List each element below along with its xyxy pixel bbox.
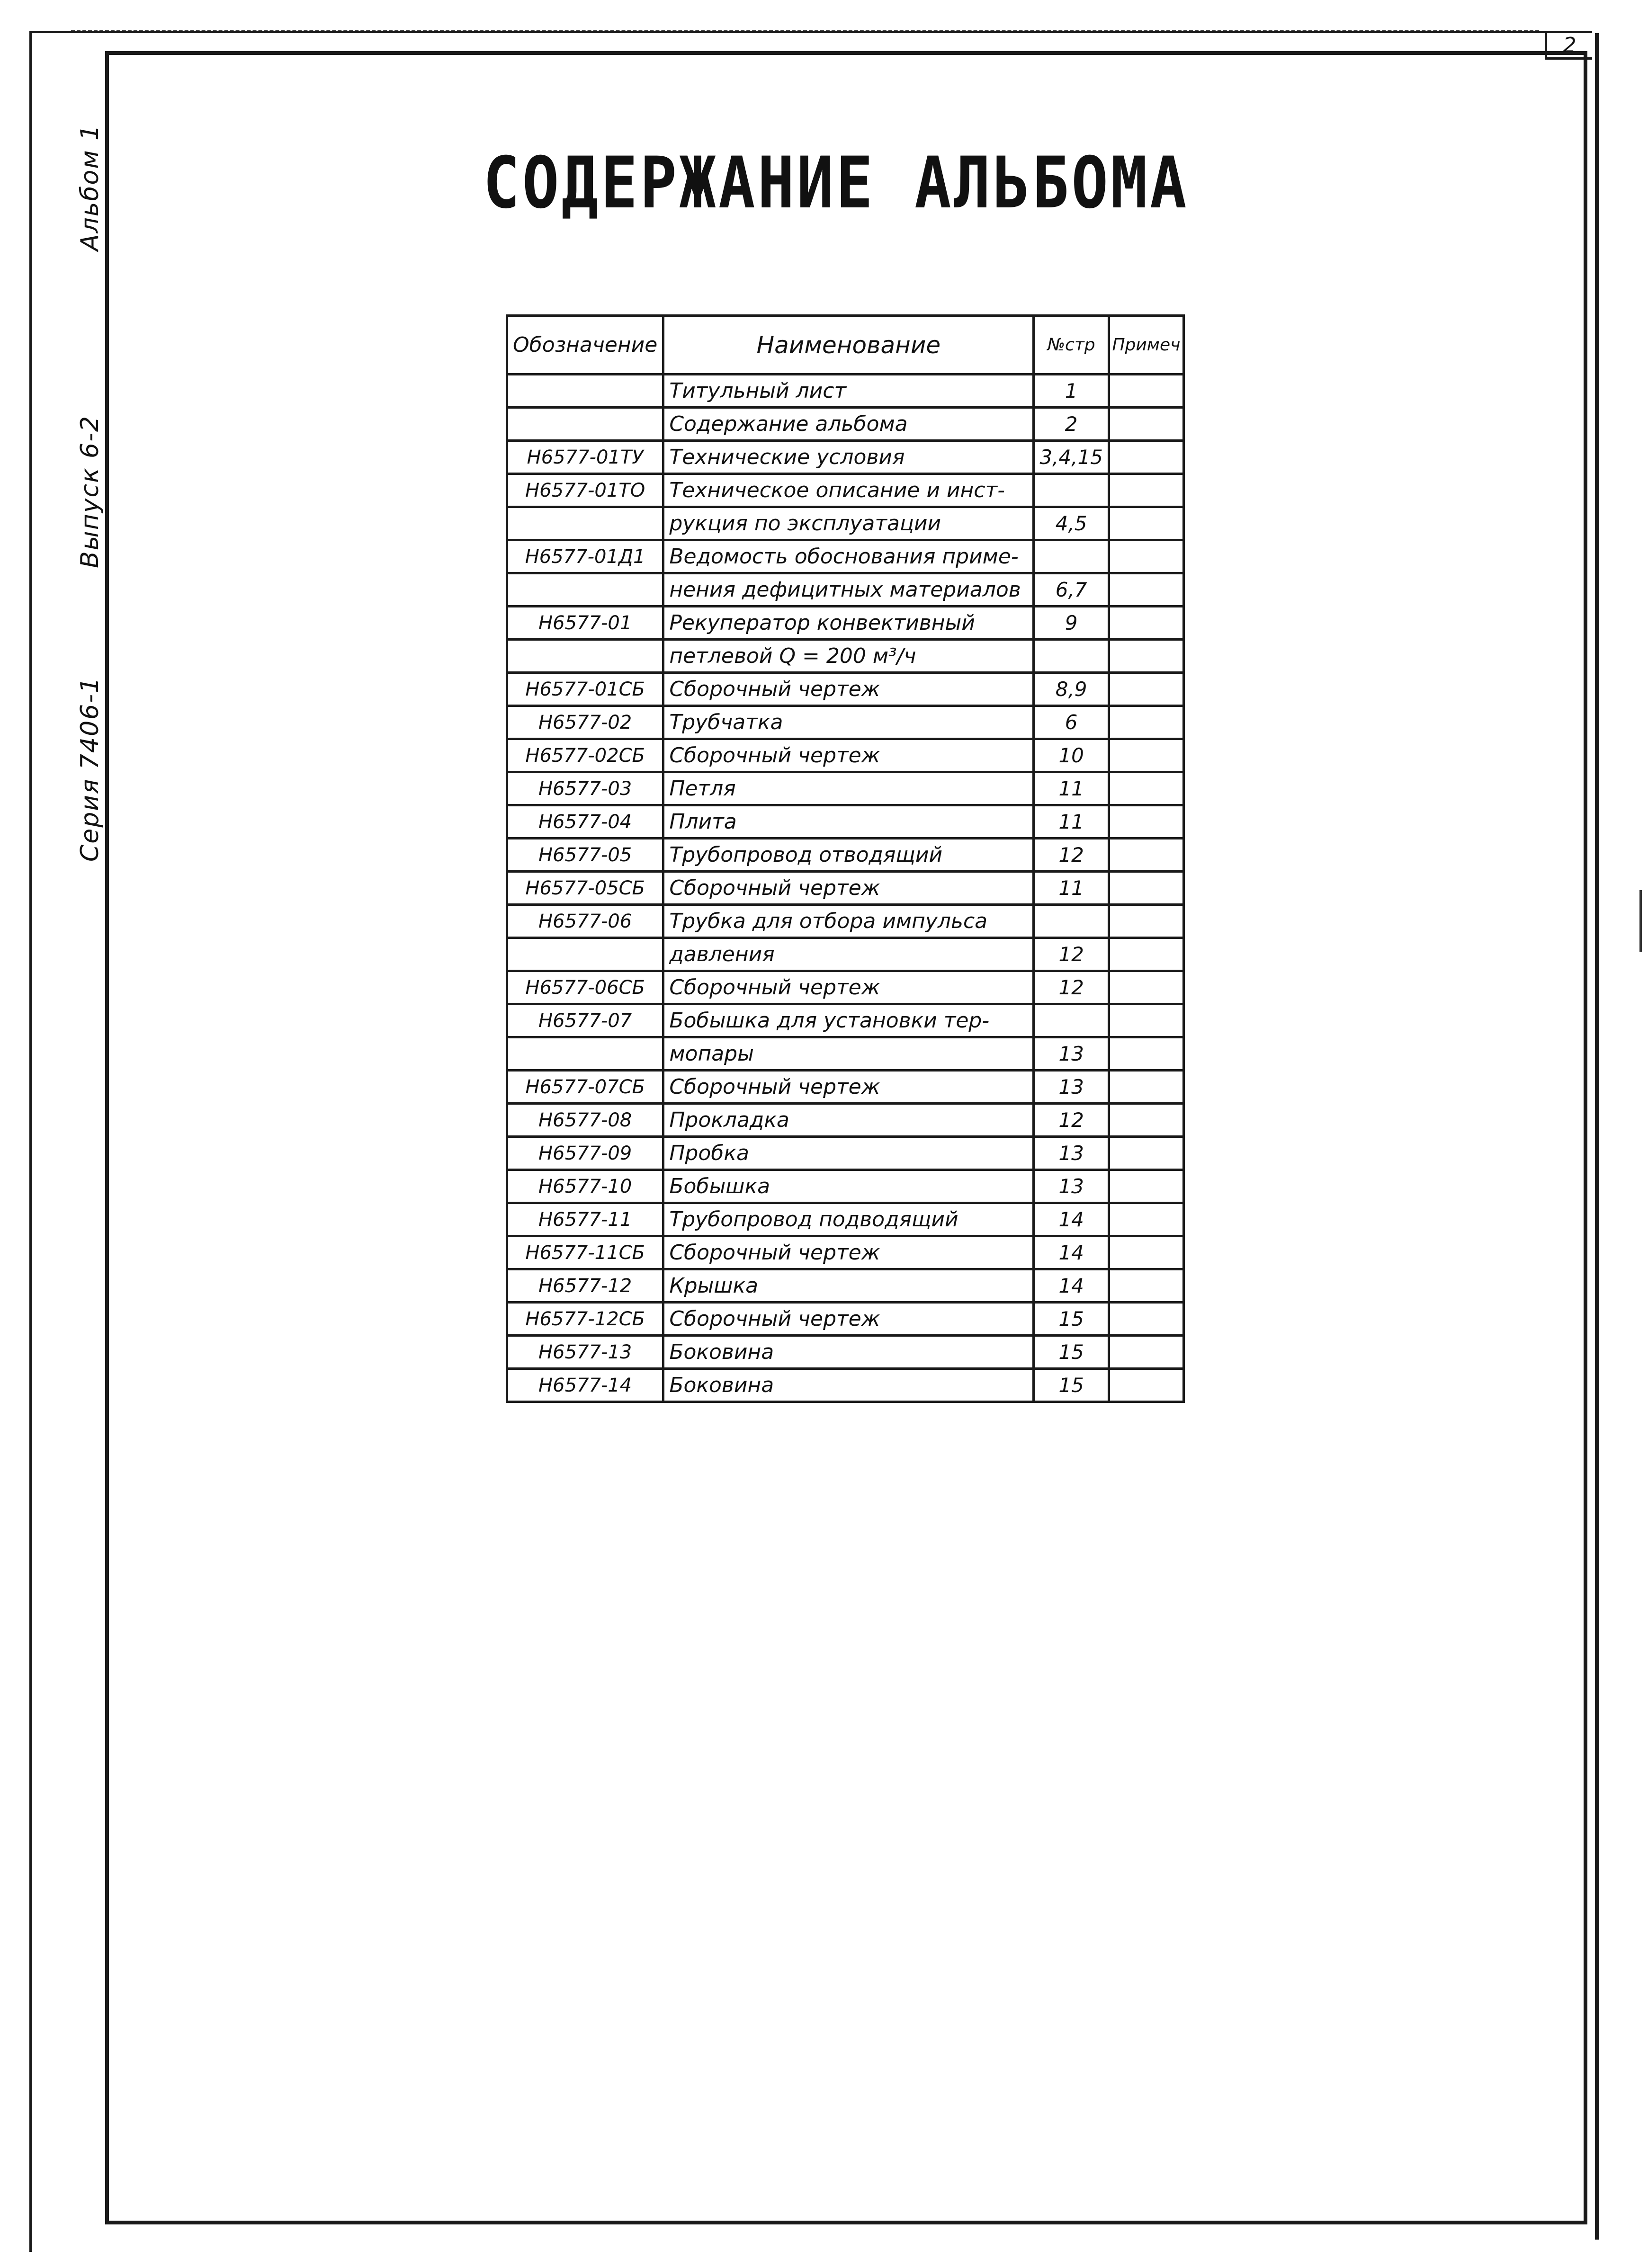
album-label: Альбом 1 [76,124,104,251]
table-row [507,1004,1184,1037]
row-designation [507,375,663,408]
table-row [507,408,1184,441]
row-note [1109,1236,1183,1269]
row-name: Сборочный чертеж [663,673,1034,706]
sheet-number: 2 [1563,33,1576,57]
row-designation [507,408,663,441]
row-note [1109,607,1183,640]
row-page: 15 [1034,1336,1109,1369]
row-page: 1 [1034,375,1109,408]
table-row [507,1369,1184,1402]
row-page: 6,7 [1034,573,1109,607]
row-designation: Н6577-01 [507,607,663,640]
row-page: 13 [1034,1071,1109,1104]
table-row [507,971,1184,1004]
row-name: петлевой Q = 200 м³/ч [663,640,1034,673]
row-name: Сборочный чертеж [663,1071,1034,1104]
row-note [1109,872,1183,905]
row-page: 3,4,15 [1034,441,1109,474]
row-designation: Н6577-06СБ [507,971,663,1004]
row-note [1109,1203,1183,1236]
table-row [507,607,1184,640]
row-designation: Н6577-02 [507,706,663,739]
row-name: Прокладка [663,1104,1034,1137]
row-name: Сборочный чертеж [663,872,1034,905]
series-label: Серия 7406-1 [76,676,104,862]
table-row [507,706,1184,739]
row-designation [507,640,663,673]
row-note [1109,772,1183,805]
table-row [507,872,1184,905]
row-note [1109,905,1183,938]
row-name: Сборочный чертеж [663,1236,1034,1269]
row-note [1109,1369,1183,1402]
row-note [1109,640,1183,673]
row-page: 13 [1034,1170,1109,1203]
row-note [1109,1037,1183,1071]
edge-mark [1639,890,1642,952]
table-row [507,1137,1184,1170]
issue-label: Выпуск 6-2 [76,415,104,568]
frame-right-edge [1595,33,1599,2240]
row-name: Пробка [663,1137,1034,1170]
table-row [507,1071,1184,1104]
row-note [1109,673,1183,706]
row-page: 12 [1034,971,1109,1004]
table-row [507,772,1184,805]
row-designation: Н6577-04 [507,805,663,839]
row-designation: Н6577-13 [507,1336,663,1369]
row-name: Бобышка для установки тер- [663,1004,1034,1037]
header-name: Наименование [663,316,1034,375]
row-designation: Н6577-06 [507,905,663,938]
table-row [507,1269,1184,1303]
row-note [1109,375,1183,408]
table-row [507,739,1184,772]
row-designation: Н6577-01СБ [507,673,663,706]
row-note [1109,739,1183,772]
row-name: Сборочный чертеж [663,739,1034,772]
table-header-row [507,316,1184,375]
row-name: Технические условия [663,441,1034,474]
row-note [1109,706,1183,739]
row-page: 14 [1034,1236,1109,1269]
row-designation: Н6577-05СБ [507,872,663,905]
row-name: Трубопровод отводящий [663,839,1034,872]
row-note [1109,839,1183,872]
row-page: 12 [1034,938,1109,971]
row-name: Трубопровод подводящий [663,1203,1034,1236]
row-name: мопары [663,1037,1034,1071]
table-row [507,905,1184,938]
row-name: нения дефицитных материалов [663,573,1034,607]
table-row [507,640,1184,673]
row-note [1109,540,1183,573]
header-note: Примеч [1109,316,1183,375]
row-page: 4,5 [1034,507,1109,540]
row-page [1034,540,1109,573]
row-name: Сборочный чертеж [663,1303,1034,1336]
row-designation: Н6577-05 [507,839,663,872]
table-row [507,573,1184,607]
row-designation: Н6577-11СБ [507,1236,663,1269]
row-designation: Н6577-07 [507,1004,663,1037]
row-designation [507,938,663,971]
row-designation [507,1037,663,1071]
row-page [1034,905,1109,938]
row-designation: Н6577-09 [507,1137,663,1170]
row-name: Плита [663,805,1034,839]
row-page [1034,640,1109,673]
row-name: Содержание альбома [663,408,1034,441]
row-page [1034,1004,1109,1037]
row-name: Боковина [663,1336,1034,1369]
row-page: 2 [1034,408,1109,441]
table-row [507,1336,1184,1369]
row-name: Ведомость обоснования приме- [663,540,1034,573]
row-name: Трубка для отбора импульса [663,905,1034,938]
contents-body [507,375,1184,1402]
row-name: Сборочный чертеж [663,971,1034,1004]
row-note [1109,805,1183,839]
row-note [1109,507,1183,540]
page-title: СОДЕРЖАНИЕ АЛЬБОМА [483,142,1189,224]
table-row [507,1203,1184,1236]
row-page: 8,9 [1034,673,1109,706]
row-page: 9 [1034,607,1109,640]
row-page: 12 [1034,1104,1109,1137]
row-note [1109,1071,1183,1104]
row-designation: Н6577-10 [507,1170,663,1203]
row-name: Петля [663,772,1034,805]
table-row [507,673,1184,706]
row-page: 11 [1034,805,1109,839]
row-designation: Н6577-11 [507,1203,663,1236]
table-row [507,474,1184,507]
row-designation: Н6577-07СБ [507,1071,663,1104]
row-page: 14 [1034,1203,1109,1236]
row-name: давления [663,938,1034,971]
row-name: рукция по эксплуатации [663,507,1034,540]
row-name: Крышка [663,1269,1034,1303]
row-page: 14 [1034,1269,1109,1303]
row-page: 15 [1034,1369,1109,1402]
row-designation: Н6577-01ТО [507,474,663,507]
row-designation: Н6577-03 [507,772,663,805]
table-row [507,375,1184,408]
row-note [1109,1004,1183,1037]
row-note [1109,971,1183,1004]
row-page: 11 [1034,872,1109,905]
row-designation: Н6577-12 [507,1269,663,1303]
row-name: Бобышка [663,1170,1034,1203]
row-name: Трубчатка [663,706,1034,739]
table-row [507,1236,1184,1269]
row-note [1109,408,1183,441]
contents-table [506,314,1185,1403]
row-page: 13 [1034,1037,1109,1071]
sheet-number-box [1545,33,1592,60]
row-note [1109,1336,1183,1369]
row-page: 10 [1034,739,1109,772]
row-note [1109,474,1183,507]
row-page: 12 [1034,839,1109,872]
row-designation: Н6577-12СБ [507,1303,663,1336]
row-note [1109,1170,1183,1203]
row-page [1034,474,1109,507]
table-row [507,1170,1184,1203]
table-row [507,1104,1184,1137]
row-name: Титульный лист [663,375,1034,408]
row-page: 13 [1034,1137,1109,1170]
table-row [507,1303,1184,1336]
row-designation [507,573,663,607]
row-note [1109,1303,1183,1336]
row-designation: Н6577-01Д1 [507,540,663,573]
header-designation: Обозначение [507,316,663,375]
header-page: №стр [1034,316,1109,375]
table-row [507,441,1184,474]
row-name: Техническое описание и инст- [663,474,1034,507]
table-row [507,805,1184,839]
row-designation: Н6577-02СБ [507,739,663,772]
row-page: 15 [1034,1303,1109,1336]
row-designation: Н6577-08 [507,1104,663,1137]
table-row [507,839,1184,872]
row-note [1109,573,1183,607]
row-name: Рекуператор конвективный [663,607,1034,640]
row-name: Боковина [663,1369,1034,1402]
table-row [507,540,1184,573]
row-note [1109,1137,1183,1170]
row-page: 6 [1034,706,1109,739]
table-row [507,1037,1184,1071]
row-note [1109,1104,1183,1137]
row-note [1109,441,1183,474]
row-page: 11 [1034,772,1109,805]
table-row [507,507,1184,540]
table-row [507,938,1184,971]
row-note [1109,938,1183,971]
row-designation [507,507,663,540]
row-designation: Н6577-01ТУ [507,441,663,474]
row-note [1109,1269,1183,1303]
row-designation: Н6577-14 [507,1369,663,1402]
